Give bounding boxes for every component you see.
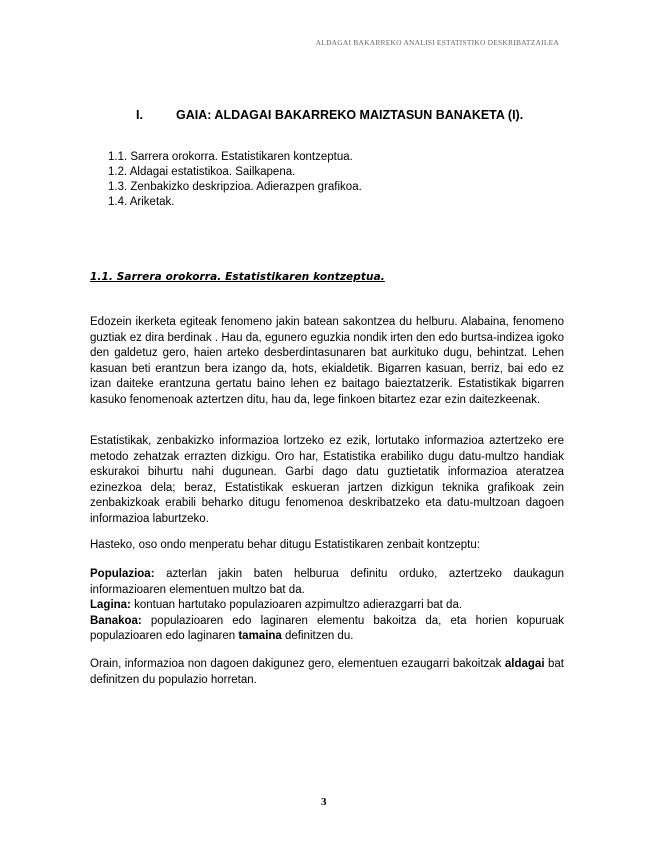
paragraph-text [90,657,564,688]
definition-populazioa [90,567,564,598]
toc-item: 1.1. Sarrera orokorra. Estatistikaren kontzeptua. [108,151,353,163]
toc-item: 1.4. Ariketak. [108,196,175,208]
definition-term: Lagina: [90,599,131,612]
paragraph-statistics [90,434,564,528]
definition-text: kontuan hartutako populazioaren azpimultzo adierazgarri bat da. [130,599,463,612]
definition-emphasis: tamaina [238,630,282,643]
closing-emphasis: aldagai [504,658,545,670]
closing-text: Orain, informazioa non dagoen dakigunez gero, elementuen ezaugarri bakoitzak [90,658,505,670]
toc-item: 1.3. Zenbakizko deskripzioa. Adierazpen grafikoa. [108,181,362,193]
definition-lagina [90,598,564,614]
paragraph-closing [90,657,564,688]
definitions-block [90,567,564,645]
chapter-title-text: GAIA: ALDAGAI BAKARREKO MAIZTASUN BANAKETA (I). [176,108,524,122]
section-heading: 1.1. Sarrera orokorra. Estatistikaren kontzeptua. [90,271,385,283]
paragraph-concepts-intro [90,538,564,554]
chapter-title [136,108,523,122]
paragraph-text: Estatistikak, zenbakizko informazioa lortzeko ez ezik, lortutako informazioa aztertzeko ere metodo zehatzak errazten dizkigu. Oro har, Estatistika erabiliko dugu datu-multzo handiak eskurakoi bihurtu nahi dugunean. Garbi dago datu guztietatik informazioa ateratzea ezinezkoa dela; beraz, Estatistikak eskueran jartzen dizkigun teknika grafikoak zein zenbakizkoak erabili beharko ditugu fenomenoa deskribatzeko eta datu-multzoan dagoen informazioa laburtzeko. [90,435,564,525]
running-header: ALDAGAI BAKARREKO ANALISI ESTATISTIKO DESKRIBATZAILEA [315,38,559,47]
definition-term: Populazioa: [90,568,155,580]
page-number: 3 [321,796,327,808]
definition-term: Banakoa: [90,614,142,627]
closing-text: bat definitzen du populazio horretan. [90,658,564,686]
paragraph-text: Edozein ikerketa egiteak fenomeno jakin batean sakontzea du helburu. Alabaina, fenomeno guztiak ez dira berdinak . Hau da, egunero eguzkia nondik irten den edo burtsa-indizea igoko den galdetuz gero, haien arteko desberdintasunaren bat aurkituko dugu, behintzat. Lehen kasuan beti erantzun bera izango da, hots, ekialdetik. Bigarren kasuan, berriz, bai edo ez izan daiteke erantzuna gertatu baino lehen ez baitago baieztatzerik. Estatistikak bigarren kasuko fenomenoak aztertzen ditu, hau da, lege finkoen bitartez ezar ezin daitezkeenak. [90,316,564,406]
definition-text: populazioaren edo laginaren elementu bakoitza da, eta horien kopuruak populazioaren edo laginaren [90,614,564,643]
table-of-contents [108,150,362,210]
definition-text: definitzen du. [281,630,354,643]
paragraph-text: Hasteko, oso ondo menperatu behar ditugu Estatistikaren zenbait kontzeptu: [90,539,480,551]
toc-item: 1.2. Aldagai estatistikoa. Sailkapena. [108,166,296,178]
paragraph-intro [90,315,564,409]
definition-text: azterlan jakin baten helburua definitu orduko, aztertzeko daukagun informazioaren elementuen multzo bat da. [90,568,564,596]
chapter-number: I. [136,108,143,122]
definition-banakoa [90,614,564,645]
